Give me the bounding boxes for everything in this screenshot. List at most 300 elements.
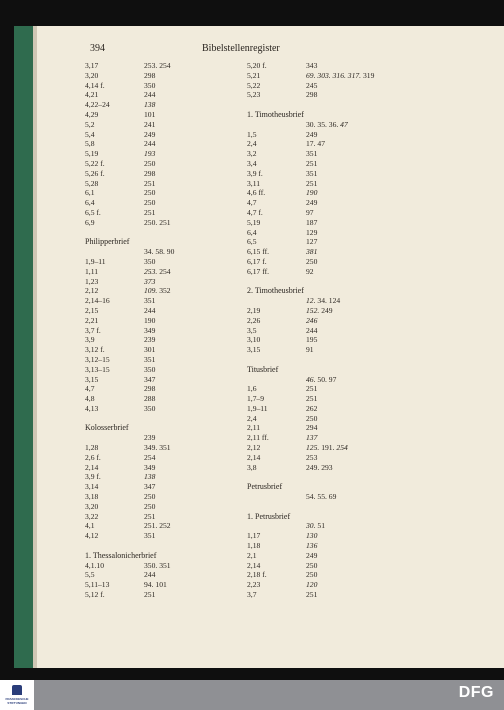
entry-gap	[247, 277, 397, 287]
index-entry	[85, 590, 235, 600]
page-references	[306, 394, 317, 404]
page-references	[306, 463, 333, 473]
dfg-logo: DFG	[458, 684, 494, 701]
page-references	[306, 335, 317, 345]
verse-reference: 3,2	[247, 149, 257, 159]
page-ref: 250	[144, 188, 156, 198]
index-entry	[85, 453, 235, 463]
verse-reference: 5,23	[247, 90, 261, 100]
page-references	[144, 306, 155, 316]
verse-reference: 5,19	[247, 217, 261, 227]
index-entry	[247, 179, 397, 189]
page-references	[144, 590, 155, 600]
page-ref: 250	[306, 560, 318, 570]
index-entry	[85, 316, 235, 326]
index-entry	[85, 570, 235, 580]
page-references	[144, 345, 155, 355]
page-ref: 120	[306, 580, 318, 590]
page-ref: 127	[306, 237, 318, 247]
page-references	[144, 521, 171, 531]
entry-gap	[247, 472, 397, 482]
verse-reference: 3,15	[247, 345, 261, 355]
verse-reference: 1,28	[85, 443, 99, 453]
page-ref: 349	[144, 462, 156, 472]
page-references	[306, 375, 336, 385]
verse-reference: 1,23	[85, 276, 99, 286]
index-entry	[85, 306, 235, 316]
verse-reference: 3,4	[247, 158, 257, 168]
page-ref: 298	[144, 384, 156, 394]
page-references	[144, 463, 155, 473]
page-references	[144, 375, 155, 385]
index-entry	[85, 149, 235, 159]
page-references	[144, 512, 155, 522]
page-ref: 109.	[144, 286, 158, 296]
page-ref: 351	[144, 296, 156, 306]
page-references	[144, 433, 155, 443]
page-ref: 190	[144, 315, 156, 325]
page-references	[306, 149, 317, 159]
index-entry	[85, 247, 235, 257]
page-references	[306, 81, 317, 91]
page-ref: 347	[144, 482, 156, 492]
page-references	[306, 120, 348, 130]
page-ref: 254	[336, 443, 348, 453]
page-ref: 137	[306, 433, 318, 443]
verse-reference: 4,12	[85, 531, 99, 541]
page-references	[144, 570, 155, 580]
page-ref: 30.	[306, 521, 316, 531]
page-ref: 54. 55. 69	[306, 492, 337, 502]
index-column-right	[247, 61, 397, 600]
page-references	[306, 267, 314, 277]
section-heading: 1. Timotheusbrief	[247, 109, 304, 119]
index-entry	[85, 512, 235, 522]
verse-reference: 2,23	[247, 580, 261, 590]
page-references	[306, 551, 317, 561]
verse-reference: 3,22	[85, 511, 99, 521]
page-ref: 350	[144, 364, 156, 374]
index-entry	[85, 139, 235, 149]
index-entry	[85, 335, 235, 345]
page-ref: 12.	[306, 296, 316, 306]
verse-reference: 3,17	[85, 61, 99, 70]
verse-reference: 5,28	[85, 178, 99, 188]
verse-reference: 3,18	[85, 492, 99, 502]
index-entry	[247, 384, 397, 394]
index-entry	[247, 188, 397, 198]
index-entry	[247, 218, 397, 228]
verse-reference: 6,17 f.	[247, 256, 267, 266]
verse-reference: 5,2	[85, 119, 95, 129]
page-references	[306, 237, 317, 247]
verse-reference: 2,26	[247, 315, 261, 325]
index-entry	[85, 267, 235, 277]
index-entry	[247, 237, 397, 247]
page-ref: 195	[306, 335, 318, 345]
page-references	[306, 345, 314, 355]
page-ref: 249	[306, 550, 318, 560]
page-ref: 244	[306, 325, 318, 335]
page-ref: 244	[144, 139, 156, 149]
index-entry	[247, 228, 397, 238]
page-ref: 254	[157, 266, 171, 276]
page-title: Bibelstellenregister	[202, 43, 280, 54]
page-references	[306, 71, 374, 81]
index-entry	[247, 375, 397, 385]
page-references	[306, 247, 317, 257]
verse-reference: 3,9	[85, 335, 95, 345]
index-entry	[85, 502, 235, 512]
page-ref: 251	[144, 511, 156, 521]
page-references	[306, 561, 317, 571]
page-ref: 34. 58. 90	[144, 247, 175, 257]
verse-reference: 2,4	[247, 413, 257, 423]
page-ref: 51	[315, 521, 325, 531]
index-entry	[85, 286, 235, 296]
page-references	[144, 208, 155, 218]
verse-reference: 3,9 f.	[85, 472, 101, 482]
verse-reference: 3,11	[247, 178, 261, 188]
index-entry	[247, 443, 397, 453]
page-ref: 50. 97	[315, 374, 337, 384]
index-entry	[85, 345, 235, 355]
verse-reference: 4,29	[85, 109, 99, 119]
page-references	[144, 71, 155, 81]
index-entry	[247, 492, 397, 502]
page-ref: 246	[306, 315, 318, 325]
page-references	[144, 149, 155, 159]
page-references	[306, 306, 333, 316]
verse-reference: 1,9–11	[85, 256, 106, 266]
index-entry	[85, 296, 235, 306]
index-entry	[85, 277, 235, 287]
index-entry	[247, 71, 397, 81]
page-references	[306, 521, 325, 531]
page-ref: 251	[144, 207, 156, 217]
index-column-left	[85, 61, 235, 600]
verse-reference: 5,4	[85, 129, 95, 139]
page-references	[144, 247, 174, 257]
index-entry	[247, 590, 397, 600]
verse-reference: 4,14 f.	[85, 80, 105, 90]
section-heading: Kolosserbrief	[85, 423, 129, 433]
index-entry	[85, 492, 235, 502]
page-references	[306, 316, 317, 326]
page-ref: 97	[306, 207, 314, 217]
index-entry	[85, 81, 235, 91]
page-ref: 239	[144, 433, 156, 443]
verse-reference: 6,5 f.	[85, 207, 101, 217]
verse-reference: 2,12	[247, 443, 261, 453]
index-entry	[247, 541, 397, 551]
verse-reference: 3,8	[247, 462, 257, 472]
page-ref: 30. 35. 36.	[306, 119, 341, 129]
page-references	[306, 443, 348, 453]
page-references	[306, 228, 317, 238]
index-entry	[247, 90, 397, 100]
index-entry	[247, 169, 397, 179]
entry-gap	[85, 414, 235, 424]
page-ref: 381	[306, 247, 318, 257]
verse-reference: 2,6 f.	[85, 452, 101, 462]
verse-reference: 1,11	[85, 266, 99, 276]
page-references	[306, 453, 317, 463]
verse-reference: 1,18	[247, 541, 261, 551]
page-references	[144, 531, 155, 541]
verse-reference: 3,9 f.	[247, 168, 263, 178]
page-references	[306, 570, 317, 580]
page-ref: 244	[144, 305, 156, 315]
page-references	[144, 120, 155, 130]
index-entry	[247, 257, 397, 267]
index-entry	[247, 316, 397, 326]
section-heading: 2. Timotheusbrief	[247, 286, 304, 296]
page-ref: 152.	[306, 305, 320, 315]
index-entry	[247, 453, 397, 463]
page-references	[306, 139, 325, 149]
index-entry	[85, 355, 235, 365]
page-references	[144, 443, 171, 453]
verse-reference: 4,7 f.	[247, 207, 263, 217]
index-entry	[85, 580, 235, 590]
section-heading: Titusbrief	[247, 364, 279, 374]
index-entry	[247, 433, 397, 443]
index-entry	[247, 414, 397, 424]
index-entry	[247, 159, 397, 169]
page-references	[306, 218, 317, 228]
page-references	[144, 355, 155, 365]
page-ref: 130	[306, 531, 318, 541]
page-references	[144, 130, 155, 140]
page-ref: 349. 351	[144, 443, 171, 453]
page-references	[306, 208, 314, 218]
verse-reference: 3,20	[85, 501, 99, 511]
page-ref: 239	[144, 335, 156, 345]
index-entry	[247, 120, 397, 130]
index-entry	[85, 198, 235, 208]
page-ref: 17. 47	[306, 139, 325, 149]
page-ref: 351	[144, 531, 156, 541]
verse-reference: 2,14–16	[85, 296, 110, 306]
verse-reference: 2,4	[247, 139, 257, 149]
index-entry	[247, 198, 397, 208]
page-references	[144, 100, 155, 110]
index-entry	[85, 120, 235, 130]
index-entry	[85, 561, 235, 571]
page-ref: 244	[144, 90, 156, 100]
page-ref: 350	[144, 256, 156, 266]
index-entry	[85, 531, 235, 541]
verse-reference: 1,9–11	[247, 403, 268, 413]
page-ref: 319	[361, 70, 375, 80]
index-entry	[85, 443, 235, 453]
page-references	[144, 90, 155, 100]
page-references	[306, 179, 317, 189]
page-references	[144, 139, 155, 149]
page-ref: 191.	[319, 443, 337, 453]
page-ref: 351	[306, 149, 318, 159]
page-ref: 251	[306, 394, 318, 404]
viewer-footer-bar	[0, 680, 504, 710]
index-entry	[247, 561, 397, 571]
page-ref: 250	[144, 158, 156, 168]
page-references	[306, 296, 340, 306]
page-ref: 351	[144, 354, 156, 364]
verse-reference: 4,21	[85, 90, 99, 100]
page-ref: 350	[144, 80, 156, 90]
page-references	[144, 365, 155, 375]
page-references	[306, 61, 317, 71]
verse-reference: 2,11 ff.	[247, 433, 269, 443]
page-references	[144, 218, 171, 228]
page-references	[144, 316, 155, 326]
index-entry	[247, 345, 397, 355]
index-entry	[85, 169, 235, 179]
page-ref: 343	[306, 61, 318, 70]
page-references	[144, 472, 155, 482]
verse-reference: 4,1	[85, 521, 95, 531]
page-references	[306, 90, 317, 100]
index-entry	[247, 423, 397, 433]
page-ref: 34. 124	[315, 296, 341, 306]
verse-reference: 1,17	[247, 531, 261, 541]
page-ref: 245	[306, 80, 318, 90]
index-entry	[85, 188, 235, 198]
verse-reference: 1,5	[247, 129, 257, 139]
index-entry	[85, 110, 235, 120]
verse-reference: 4,1.10	[85, 560, 104, 570]
verse-reference: 5,11–13	[85, 580, 110, 590]
page-references	[306, 384, 317, 394]
index-entry	[247, 81, 397, 91]
page-ref: 249	[306, 129, 318, 139]
verse-reference: 2,19	[247, 305, 261, 315]
verse-reference: 1,6	[247, 384, 257, 394]
index-entry	[85, 90, 235, 100]
page-ref: 249	[319, 305, 333, 315]
verse-reference: 3,7 f.	[85, 325, 101, 335]
page-ref: 251. 252	[144, 521, 171, 531]
index-entry	[85, 404, 235, 414]
page-number: 394	[90, 43, 105, 54]
page-ref: 262	[306, 403, 318, 413]
page-ref: 288	[144, 394, 156, 404]
verse-reference: 5,26 f.	[85, 168, 105, 178]
index-entry	[247, 463, 397, 473]
page-references	[144, 394, 155, 404]
index-entry	[85, 208, 235, 218]
verse-reference: 6,17 ff.	[247, 266, 270, 276]
page-references	[144, 277, 155, 287]
page-references	[144, 159, 155, 169]
page-references	[306, 404, 317, 414]
index-entry	[85, 71, 235, 81]
index-entry	[85, 433, 235, 443]
verse-reference: 4,7	[85, 384, 95, 394]
page-references	[144, 296, 155, 306]
page-ref: 91	[306, 345, 314, 355]
page-ref: 94. 101	[144, 580, 167, 590]
index-entry	[85, 326, 235, 336]
page-references	[306, 159, 317, 169]
index-entry	[85, 482, 235, 492]
index-entry	[247, 326, 397, 336]
page-references	[306, 198, 317, 208]
verse-reference: 3,12 f.	[85, 345, 105, 355]
index-entry	[247, 551, 397, 561]
page-references	[144, 492, 155, 502]
page-references	[306, 257, 317, 267]
index-entry	[247, 149, 397, 159]
page-ref: 351	[306, 168, 318, 178]
page-references	[144, 482, 155, 492]
verse-reference: 5,22	[247, 80, 261, 90]
verse-reference: 3,12–15	[85, 354, 110, 364]
index-entry	[247, 335, 397, 345]
page-ref: 347	[144, 374, 156, 384]
page-ref: 129	[306, 227, 318, 237]
page-ref: 250	[306, 570, 318, 580]
index-entry	[85, 159, 235, 169]
index-entry	[85, 61, 235, 71]
page-ref: 136	[306, 541, 318, 551]
page-ref: 249. 293	[306, 462, 333, 472]
verse-reference: 6,4	[85, 198, 95, 208]
index-entry	[85, 365, 235, 375]
page-ref: 92	[306, 266, 314, 276]
entry-gap	[85, 228, 235, 238]
page-ref: 250	[144, 198, 156, 208]
index-entry	[247, 61, 397, 71]
page-references	[306, 590, 317, 600]
page-ref: 250	[144, 492, 156, 502]
entry-gap	[85, 541, 235, 551]
page-references	[144, 580, 167, 590]
page-ref: 251	[306, 158, 318, 168]
verse-reference: 3,7	[247, 590, 257, 600]
page-references	[306, 423, 317, 433]
page-references	[306, 492, 336, 502]
index-entry	[85, 179, 235, 189]
index-entry	[247, 130, 397, 140]
page-references	[144, 453, 155, 463]
index-entry	[85, 257, 235, 267]
page-references	[306, 433, 317, 443]
page-references	[144, 81, 155, 91]
page-references	[144, 179, 155, 189]
index-entry	[85, 100, 235, 110]
index-entry	[85, 130, 235, 140]
page-ref: 250. 251	[144, 217, 171, 227]
page-ref: 254	[144, 452, 156, 462]
page-references	[144, 198, 155, 208]
page-ref: 193	[144, 149, 156, 159]
index-entry	[247, 394, 397, 404]
page-references	[144, 267, 171, 277]
page-references	[144, 561, 171, 571]
section-heading: 1. Petrusbrief	[247, 511, 291, 521]
page-ref: 190	[306, 188, 318, 198]
page-ref: 298	[144, 168, 156, 178]
verse-reference: 4,7	[247, 198, 257, 208]
verse-reference: 2,18 f.	[247, 570, 267, 580]
verse-reference: 5,5	[85, 570, 95, 580]
page-ref: 138	[144, 472, 156, 482]
page-ref: 46.	[306, 374, 316, 384]
verse-reference: 4,22–24	[85, 100, 110, 110]
index-entry	[247, 521, 397, 531]
